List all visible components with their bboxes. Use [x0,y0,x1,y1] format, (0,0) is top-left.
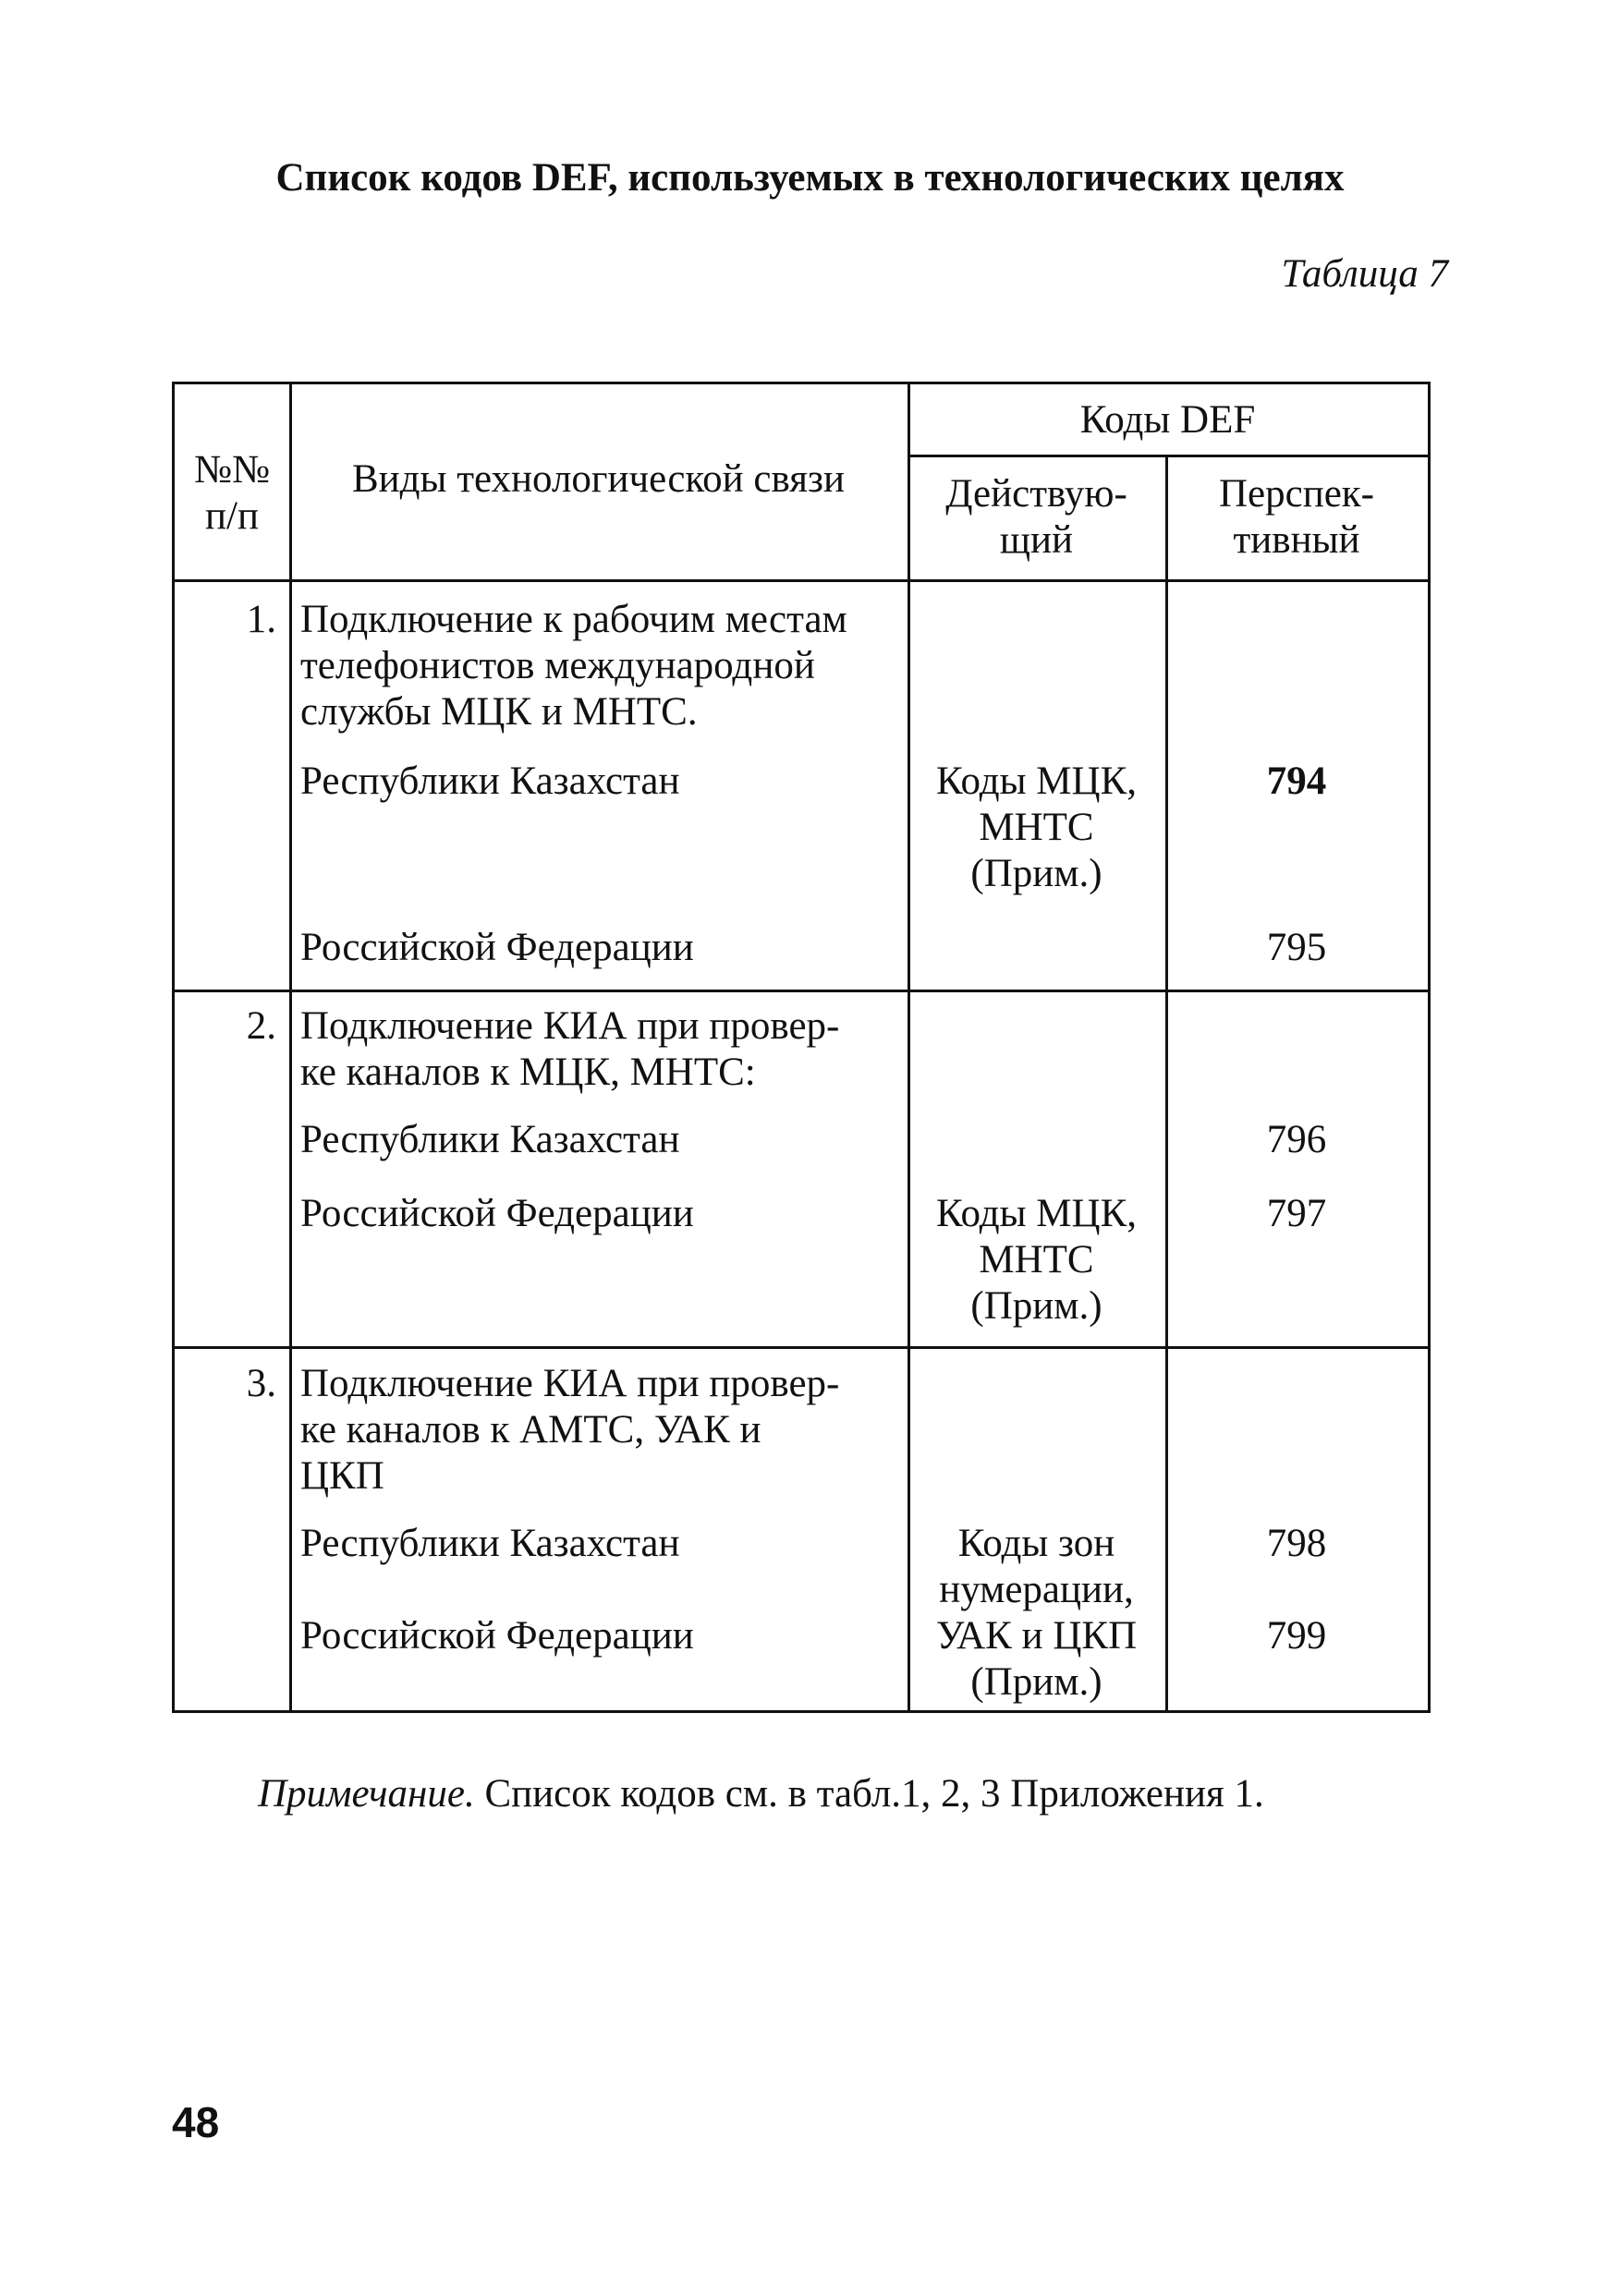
row-number: 2. [246,1004,276,1048]
future-code: 796 [1266,1118,1327,1161]
footnote [258,1771,1264,1816]
page-title: Список кодов DEF, используемых в технологических целях [275,156,1345,200]
column-divider [289,384,292,1710]
current-code-line: (Прим.) [970,852,1102,895]
description-line: Подключение КИА при провер- [300,1362,840,1405]
subrow-label: Российской Федерации [300,1614,694,1658]
header-future-line1: Перспек- [1218,472,1375,516]
current-code-line: (Прим.) [970,1284,1102,1328]
row-description [300,597,901,735]
description-line: службы МЦК и МНТС. [300,690,698,734]
header-future-line2: тивный [1233,518,1360,562]
future-code: 794 [1266,759,1327,803]
header-codes-def: Коды DEF [1079,398,1256,442]
row-number: 3. [246,1362,276,1405]
row-divider [907,455,1428,457]
header-current [907,471,1165,564]
description-line: ке каналов к МЦК, МНТС: [300,1051,756,1094]
description-line: ЦКП [300,1454,384,1498]
row-description [300,1361,901,1500]
column-divider [907,384,910,1710]
current-code-line: МНТС [979,806,1094,849]
subrow-label: Российской Федерации [300,1192,694,1235]
current-code-line: нумерации, [939,1568,1134,1611]
header-number-line2: п/п [205,494,259,538]
def-codes-table [172,382,1431,1713]
description-line: ке каналов к АМТС, УАК и [300,1408,761,1452]
footnote-text: Список кодов см. в табл.1, 2, 3 Приложения 1. [474,1772,1264,1816]
future-code: 797 [1266,1192,1327,1235]
future-code: 798 [1266,1522,1327,1565]
subrow-label: Российской Федерации [300,926,694,969]
current-code [907,1191,1165,1330]
current-code-line: МНТС [979,1238,1094,1282]
future-code: 799 [1266,1614,1327,1658]
current-code [907,759,1165,897]
page-number: 48 [172,2098,220,2146]
header-number-line1: №№ [193,448,271,492]
row-divider [175,1346,1428,1349]
current-code-line: Коды МЦК, [935,759,1138,803]
future-code: 795 [1266,926,1327,969]
header-number [175,447,289,540]
footnote-label: Примечание. [258,1772,475,1816]
description-line: Подключение к рабочим местам [300,598,847,641]
header-future [1165,471,1428,564]
subrow-label: Республики Казахстан [300,1118,680,1161]
current-code-line: (Прим.) [970,1660,1102,1704]
header-types: Виды технологической связи [351,457,845,501]
current-code [907,1521,1165,1706]
current-code-line: Коды зон [957,1522,1115,1565]
subrow-label: Республики Казахстан [300,1522,680,1565]
row-divider [175,990,1428,992]
current-code-line: Коды МЦК, [935,1192,1138,1235]
row-description [300,1003,901,1096]
subrow-label: Республики Казахстан [300,759,680,803]
row-divider [175,579,1428,582]
table-caption: Таблица 7 [1281,252,1448,296]
row-number: 1. [246,598,276,641]
description-line: телефонистов международной [300,644,815,687]
description-line: Подключение КИА при провер- [300,1004,840,1048]
current-code-line: УАК и ЦКП [935,1614,1138,1658]
header-current-line1: Действую- [945,472,1127,516]
header-current-line2: щий [999,518,1074,562]
